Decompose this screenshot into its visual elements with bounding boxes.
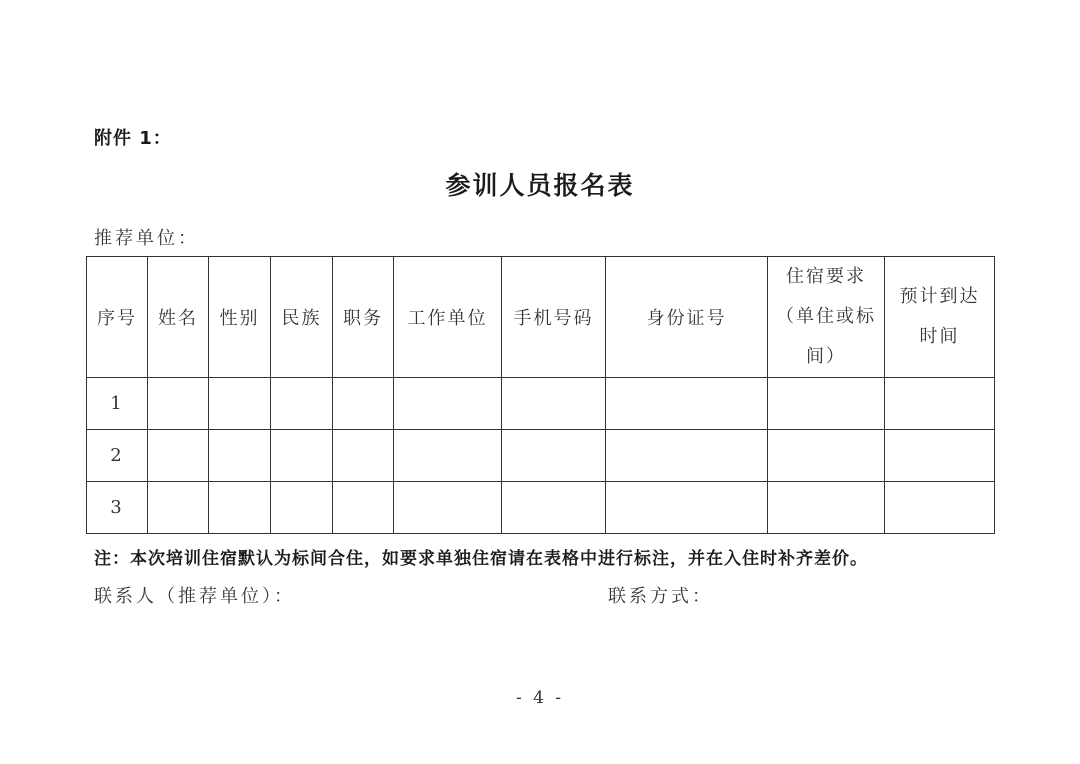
- cell-no: 3: [87, 482, 148, 534]
- cell-name[interactable]: [148, 430, 209, 482]
- cell-ethnicity[interactable]: [271, 378, 333, 430]
- attachment-label: 附件 1：: [94, 128, 172, 149]
- header-position: 职务: [333, 257, 394, 378]
- header-accommodation: [768, 257, 885, 378]
- cell-name[interactable]: [148, 482, 209, 534]
- cell-position[interactable]: [333, 430, 394, 482]
- cell-gender[interactable]: [209, 482, 271, 534]
- cell-work-unit[interactable]: [394, 378, 502, 430]
- cell-accommodation[interactable]: [768, 482, 885, 534]
- cell-no: 2: [87, 430, 148, 482]
- cell-position[interactable]: [333, 378, 394, 430]
- cell-phone[interactable]: [502, 378, 606, 430]
- form-title: 参训人员报名表: [445, 171, 635, 200]
- table-header-row: [87, 257, 995, 378]
- header-phone: 手机号码: [502, 257, 606, 378]
- cell-no: 1: [87, 378, 148, 430]
- cell-id-number[interactable]: [606, 378, 768, 430]
- cell-gender[interactable]: [209, 430, 271, 482]
- header-id-number: 身份证号: [606, 257, 768, 378]
- cell-arrival[interactable]: [885, 378, 995, 430]
- registration-table: [86, 256, 995, 534]
- cell-position[interactable]: [333, 482, 394, 534]
- accommodation-note: 注：本次培训住宿默认为标间合住，如要求单独住宿请在表格中进行标注，并在入住时补齐差价。: [94, 549, 868, 569]
- table-row: [87, 378, 995, 430]
- page-number: - 4 -: [515, 688, 565, 708]
- recommending-unit-label: 推荐单位：: [94, 228, 199, 249]
- cell-phone[interactable]: [502, 430, 606, 482]
- header-arrival-line2: 时间: [919, 326, 960, 347]
- header-arrival: [885, 257, 995, 378]
- header-accommodation-line2: （单住或标: [776, 306, 876, 327]
- header-no: 序号: [87, 257, 148, 378]
- cell-arrival[interactable]: [885, 430, 995, 482]
- cell-id-number[interactable]: [606, 430, 768, 482]
- header-accommodation-line3: 间）: [806, 346, 846, 367]
- cell-accommodation[interactable]: [768, 430, 885, 482]
- contact-person-label: 联系人（推荐单位）：: [94, 586, 295, 607]
- cell-id-number[interactable]: [606, 482, 768, 534]
- cell-work-unit[interactable]: [394, 430, 502, 482]
- cell-ethnicity[interactable]: [271, 430, 333, 482]
- cell-ethnicity[interactable]: [271, 482, 333, 534]
- table-row: [87, 430, 995, 482]
- cell-arrival[interactable]: [885, 482, 995, 534]
- table-row: [87, 482, 995, 534]
- header-arrival-line1: 预计到达: [899, 286, 980, 307]
- cell-accommodation[interactable]: [768, 378, 885, 430]
- header-work-unit: 工作单位: [394, 257, 502, 378]
- header-gender: 性别: [209, 257, 271, 378]
- header-name: 姓名: [148, 257, 209, 378]
- cell-name[interactable]: [148, 378, 209, 430]
- header-accommodation-line1: 住宿要求: [786, 266, 866, 287]
- cell-work-unit[interactable]: [394, 482, 502, 534]
- cell-phone[interactable]: [502, 482, 606, 534]
- cell-gender[interactable]: [209, 378, 271, 430]
- header-ethnicity: 民族: [271, 257, 333, 378]
- contact-method-label: 联系方式：: [608, 586, 713, 607]
